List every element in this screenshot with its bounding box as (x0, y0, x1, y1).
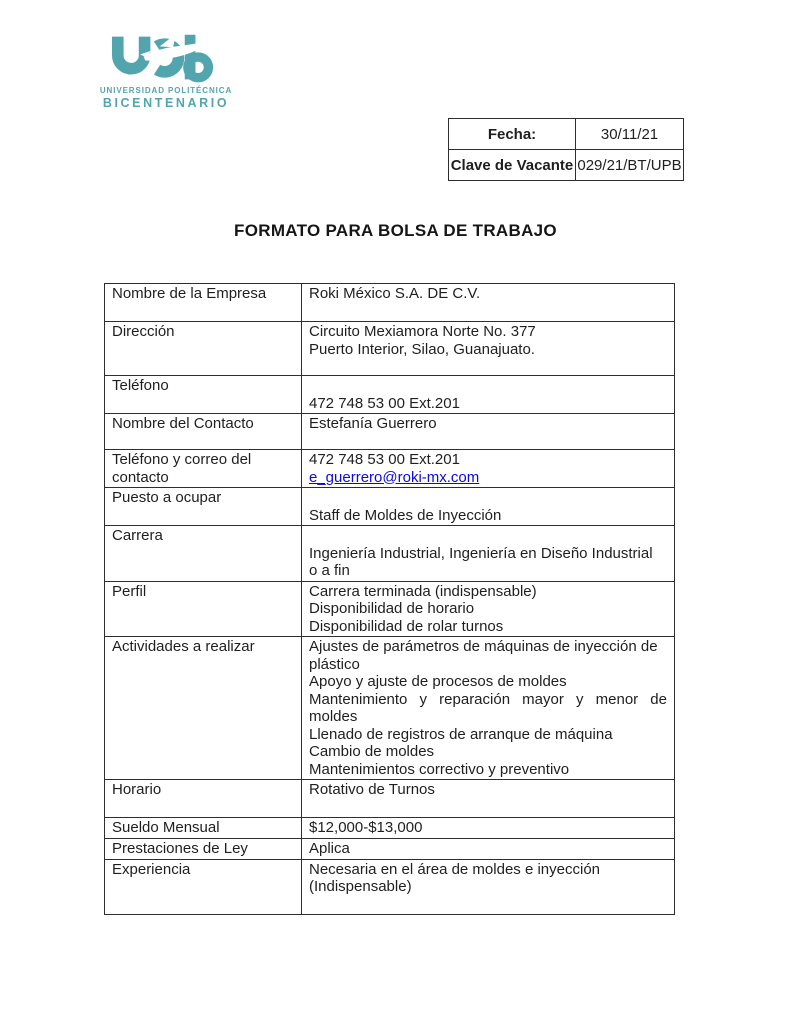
table-row (105, 488, 675, 526)
field-value (302, 637, 675, 780)
value-line (309, 489, 667, 507)
email-link[interactable]: e_guerrero@roki-mx.com (309, 468, 480, 486)
field-value (302, 488, 675, 526)
value-line: Disponibilidad de rolar turnos (309, 617, 504, 635)
value-line: Mantenimiento y reparación mayor y menor de (309, 690, 667, 708)
clave-value: 029/21/BT/UPB (576, 150, 684, 181)
field-label: Puesto a ocupar (105, 488, 302, 526)
value-line (309, 469, 667, 487)
field-value (302, 450, 675, 488)
page-title: FORMATO PARA BOLSA DE TRABAJO (234, 221, 557, 240)
field-value (302, 780, 675, 818)
value-line: 472 748 53 00 Ext.201 (309, 451, 460, 468)
table-row (105, 818, 675, 839)
field-label: Sueldo Mensual (105, 818, 302, 839)
table-row (105, 322, 675, 376)
value-line: Ingeniería Industrial, Ingeniería en Diseño Industrial (309, 544, 653, 562)
value-line: Mantenimientos correctivo y preventivo (309, 760, 570, 778)
value-line: (Indispensable) (309, 878, 412, 895)
field-label: Experiencia (105, 859, 302, 914)
upb-logo-icon (107, 33, 225, 83)
table-row (105, 859, 675, 914)
meta-row-fecha (449, 119, 684, 150)
value-line: Cambio de moldes (309, 743, 435, 760)
field-value (302, 414, 675, 450)
field-value (302, 859, 675, 914)
meta-row-clave (449, 150, 684, 181)
field-label: Prestaciones de Ley (105, 839, 302, 860)
value-line: Necesaria en el área de moldes e inyección (309, 860, 600, 878)
value-line: Rotativo de Turnos (309, 781, 435, 798)
field-label: Actividades a realizar (105, 637, 302, 780)
table-row (105, 450, 675, 488)
value-line: 472 748 53 00 Ext.201 (309, 394, 460, 412)
field-label: Teléfono (105, 376, 302, 414)
value-line (309, 377, 667, 395)
field-label: Dirección (105, 322, 302, 376)
university-logo (97, 33, 235, 110)
field-label: Perfil (105, 581, 302, 637)
value-line: plástico (309, 655, 360, 673)
value-line: Estefanía Guerrero (309, 415, 437, 432)
value-line: moldes (309, 708, 358, 725)
value-line: Carrera terminada (indispensable) (309, 582, 537, 600)
field-value (302, 818, 675, 839)
field-label: Nombre del Contacto (105, 414, 302, 450)
field-value (302, 581, 675, 637)
logo-text-bicentenario: BICENTENARIO (102, 96, 230, 110)
table-row (105, 414, 675, 450)
clave-label: Clave de Vacante (449, 150, 576, 181)
value-line (309, 527, 667, 545)
value-line: o a fin (309, 562, 350, 579)
job-form-table (104, 283, 675, 915)
value-line: Roki México S.A. DE C.V. (309, 285, 481, 302)
field-value (302, 839, 675, 860)
field-value (302, 322, 675, 376)
table-row (105, 526, 675, 582)
value-line: Aplica (309, 840, 350, 857)
value-line: Ajustes de parámetros de máquinas de inyección de (309, 638, 658, 655)
value-line: Disponibilidad de horario (309, 600, 475, 617)
table-row (105, 839, 675, 860)
field-label: Teléfono y correo del contacto (105, 450, 302, 488)
field-label: Nombre de la Empresa (105, 284, 302, 322)
field-value (302, 376, 675, 414)
logo-text-universidad: UNIVERSIDAD POLITÉCNICA (99, 86, 233, 95)
value-line: Apoyo y ajuste de procesos de moldes (309, 673, 567, 690)
value-line: Circuito Mexiamora Norte No. 377 (309, 323, 536, 340)
table-row (105, 581, 675, 637)
fecha-label: Fecha: (449, 119, 576, 150)
field-value (302, 526, 675, 582)
value-line: Staff de Moldes de Inyección (309, 506, 502, 524)
value-line: Llenado de registros de arranque de máquina (309, 725, 613, 743)
fecha-value: 30/11/21 (576, 119, 684, 150)
main-table-body (105, 284, 675, 915)
field-label: Carrera (105, 526, 302, 582)
meta-table (448, 118, 684, 181)
value-line: Puerto Interior, Silao, Guanajuato. (309, 340, 535, 358)
table-row (105, 284, 675, 322)
table-row (105, 637, 675, 780)
value-line: $12,000-$13,000 (309, 819, 423, 836)
table-row (105, 780, 675, 818)
table-row (105, 376, 675, 414)
field-value (302, 284, 675, 322)
field-label: Horario (105, 780, 302, 818)
